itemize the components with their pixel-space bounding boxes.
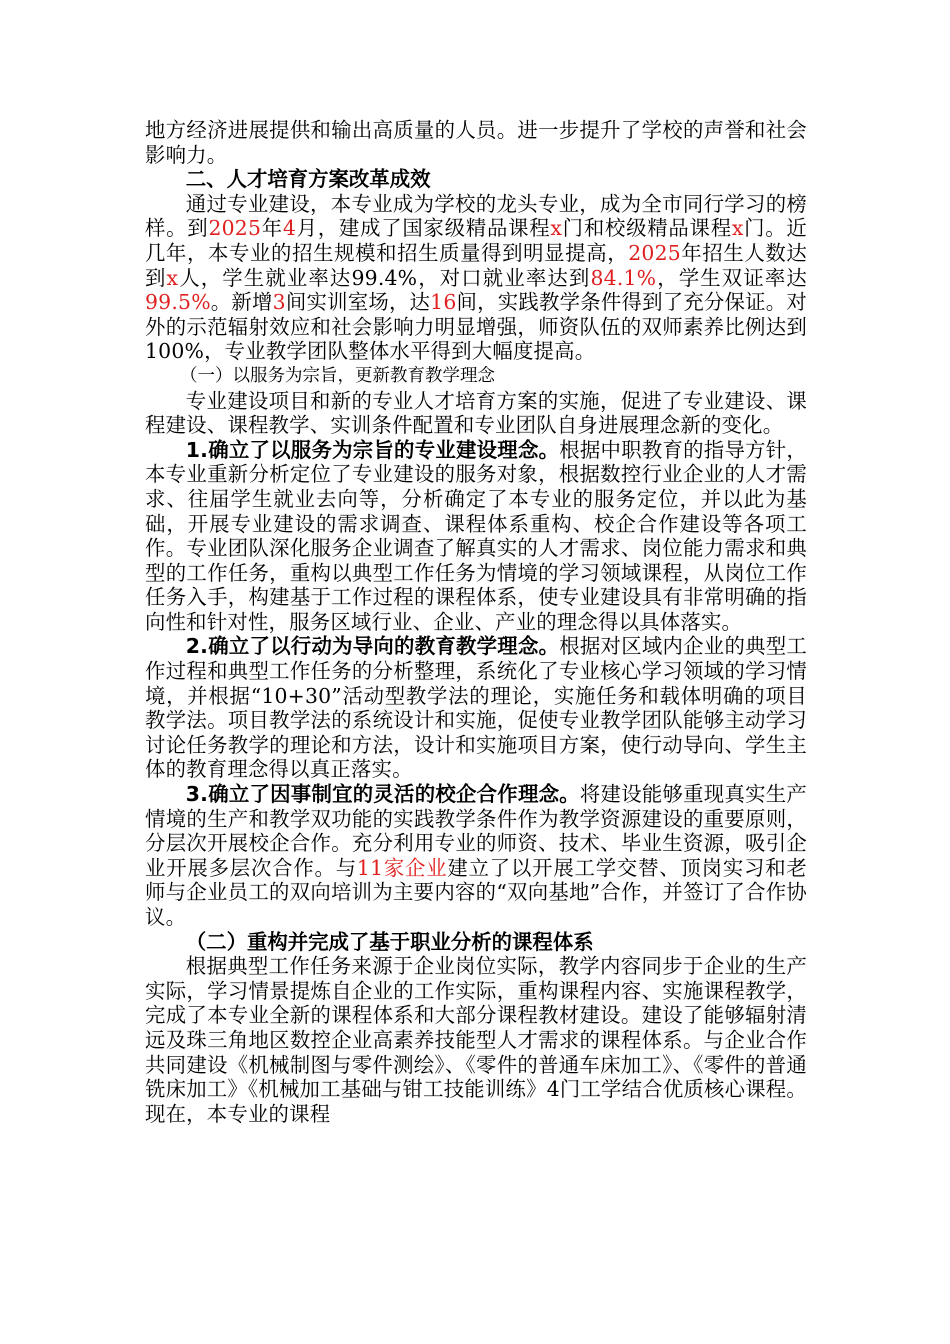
- highlight-enterprise-count: 11家企业: [356, 855, 448, 880]
- paragraph-action-concept: [145, 634, 807, 782]
- paragraph-text: 专业建设项目和新的专业人才培育方案的实施，促进了专业建设、课程建设、课程教学、实训条件配置和专业团队自身进展理念新的变化。: [145, 388, 807, 438]
- highlight-month: 4: [282, 216, 297, 241]
- paragraph-text: 根据典型工作任务来源于企业岗位实际，教学内容同步于企业的生产实际，学习情景提炼自企业的工作实际，重构课程内容、实施课程教学，完成了本专业全新的课程体系和大部分课程教材建设。建设了能够辐射清远及珠三角地区数控企业高素养技能型人才需求的课程体系。与企业合作共同建设《机械制图与零件测绘》、《零件的普通车床加工》、《零件的普通铣床加工》《机械加工基础与钳工技能训练》4门工学结合优质核心课程。现在，本专业的课程: [145, 954, 807, 1126]
- highlight-national-courses: x: [550, 216, 563, 241]
- paragraph-service-concept: [145, 438, 807, 635]
- paragraph-curriculum: [145, 954, 807, 1126]
- text-run: 。新增: [210, 290, 273, 315]
- section-heading: 二、人才培育方案改革成效: [185, 167, 431, 192]
- highlight-dual-cert-rate: 99.5%: [145, 290, 211, 315]
- highlight-school-courses: x: [731, 216, 744, 241]
- text-run: 门和校级精品课程: [562, 216, 732, 241]
- paragraph-text: 根据对区域内企业的典型工作过程和典型工作任务的分析整理，系统化了专业核心学习领域的学习情境，并根据“10+30”活动型教学法的理论，实施任务和载体明确的项目教学法。项目教学法的系统设计和实施，促使专业教学团队能够主动学习讨论任务教学的理论和方法，设计和实施项目方案，使行动导向、学生主体的教育理念得以真正落实。: [145, 634, 807, 782]
- text-run: 月，建成了国家级精品课程: [296, 216, 551, 241]
- text-run: 人，学生就业率达99.4%，对口就业率达到: [178, 265, 591, 290]
- paragraph-text: 地方经济进展提供和输出高质量的人员。进一步提升了学校的声誉和社会影响力。: [145, 118, 807, 167]
- subsection-heading: （一）以服务为宗旨，更新教育教学理念: [180, 365, 495, 386]
- text-run: 建立了以开展工学交替、顶岗实习和老师与企业员工的双向培训为主要内容的“双向基地”合作，并签订了合作协议。: [145, 855, 808, 929]
- highlight-enrollment-count: x: [166, 265, 179, 290]
- highlight-new-labs: 3: [272, 290, 286, 315]
- paragraph-lead: 3.确立了因事制宜的灵活的校企合作理念。: [185, 782, 580, 807]
- paragraph-achievements: [145, 192, 807, 364]
- highlight-year: 2025: [208, 216, 262, 241]
- text-run: 间，实践教学条件得到了充分保证。对外的示范辐射效应和社会影响力明显增强，师资队伍的双师素养比例达到100%，专业教学团队整体水平得到大幅度提高。: [145, 290, 807, 364]
- paragraph-lead: 1.确立了以服务为宗旨的专业建设理念。: [185, 437, 560, 462]
- subsection-heading: （二）重构并完成了基于职业分析的课程体系: [185, 929, 594, 954]
- text-run: 年招生人数达到: [145, 240, 807, 290]
- paragraph-cooperation-concept: [145, 782, 807, 930]
- highlight-matched-employment-rate: 84.1%: [590, 265, 657, 290]
- text-run: 门。近几年，本专业的招生规模和招生质量得到明显提高，: [145, 216, 808, 265]
- highlight-enrollment-year: 2025: [628, 240, 681, 265]
- document-page: [145, 118, 807, 1126]
- text-run: ，学生双证率达: [656, 265, 807, 290]
- text-run: 年: [261, 216, 283, 241]
- paragraph-lead: 2.确立了以行动为导向的教育教学理念。: [185, 634, 560, 659]
- text-run: 间实训室场，达: [285, 290, 431, 315]
- paragraph-intro: [145, 118, 807, 167]
- text-run: 将建设能够重现真实生产情境的生产和教学双功能的实践教学条件作为教学资源建设的重要原则，分层次开展校企合作。充分利用专业的师资、技术、毕业生资源，吸引企业开展多层次合作。与: [145, 782, 808, 880]
- paragraph-concepts: [145, 389, 807, 438]
- highlight-total-labs: 16: [430, 290, 457, 315]
- paragraph-text: 根据中职教育的指导方针，本专业重新分析定位了专业建设的服务对象，根据数控行业企业的人才需求、往届学生就业去向等，分析确定了本专业的服务定位，并以此为基础，开展专业建设的需求调查、课程体系重构、校企合作建设等各项工作。专业团队深化服务企业调查了解真实的人才需求、岗位能力需求和典型的工作任务，重构以典型工作任务为情境的学习领域课程，从岗位工作任务入手，构建基于工作过程的课程体系，使专业建设具有非常明确的指向性和针对性，服务区域行业、企业、产业的理念得以具体落实。: [145, 437, 807, 634]
- text-run: 通过专业建设，本专业成为学校的龙头专业，成为全市同行学习的榜样。到: [145, 191, 807, 241]
